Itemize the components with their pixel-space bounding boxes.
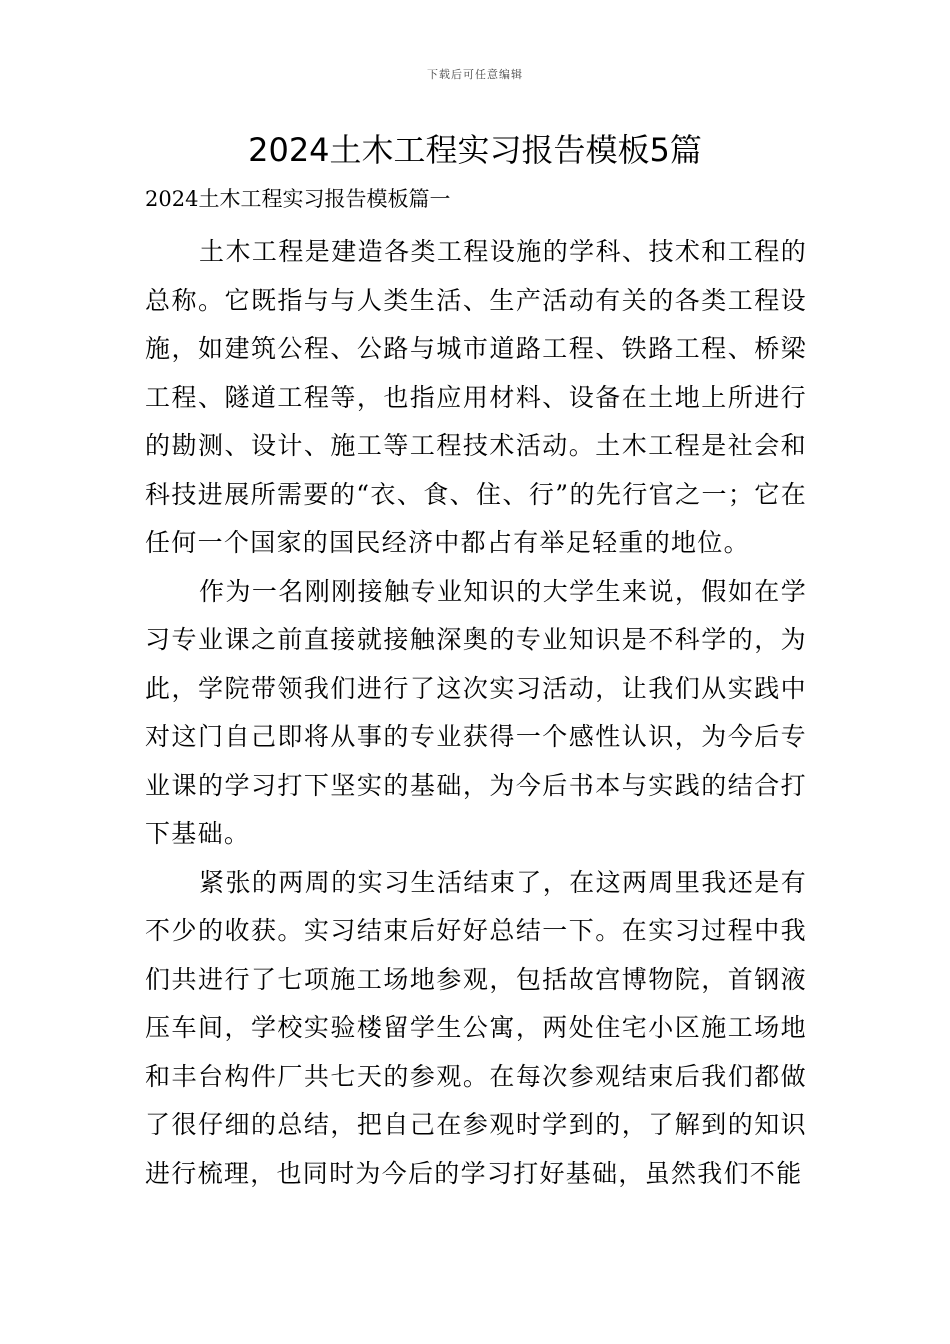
- document-body: [145, 228, 807, 1198]
- paragraph-3: 紧张的两周的实习生活结束了，在这两周里我还是有不少的收获。实习结束后好好总结一下。在实习过程中我们共进行了七项施工场地参观，包括故宫博物院，首钢液压车间，学校实验楼留学生公寓，两处住宅小区施工场地和丰台构件厂共七天的参观。在每次参观结束后我们都做了很仔细的总结，把自己在参观时学到的，了解到的知识进行梳理，也同时为今后的学习打好基础，虽然我们不能: [145, 867, 807, 1188]
- section-heading: 2024土木工程实习报告模板篇一: [145, 187, 451, 211]
- header-note: 下载后可任意编辑: [427, 68, 523, 81]
- document-title: 2024土木工程实习报告模板5篇: [248, 131, 702, 169]
- paragraph-1: 土木工程是建造各类工程设施的学科、技术和工程的总称。它既指与与人类生活、生产活动有关的各类工程设施，如建筑公程、公路与城市道路工程、铁路工程、桥梁工程、隧道工程等，也指应用材料、设备在土地上所进行的勘测、设计、施工等工程技术活动。土木工程是社会和科技进展所需要的“衣、食、住、行”的先行官之一；它在任何一个国家的国民经济中都占有举足轻重的地位。: [145, 237, 807, 557]
- paragraph-2: 作为一名刚刚接触专业知识的大学生来说，假如在学习专业课之前直接就接触深奥的专业知识是不科学的，为此，学院带领我们进行了这次实习活动，让我们从实践中对这门自己即将从事的专业获得一个感性认识，为今后专业课的学习打下坚实的基础，为今后书本与实践的结合打下基础。: [145, 576, 807, 848]
